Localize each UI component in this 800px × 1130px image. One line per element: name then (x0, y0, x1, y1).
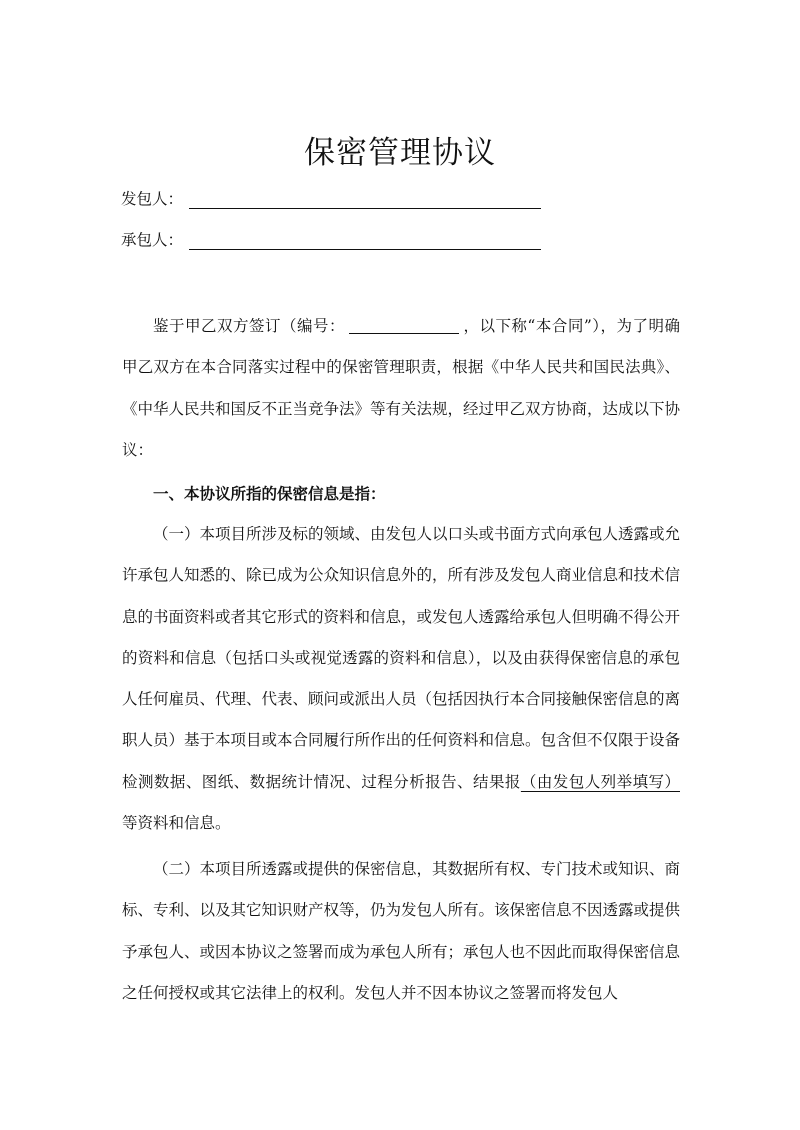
contract-number-blank[interactable] (349, 313, 459, 334)
item-1-tail-text: 等资料和信息。 (122, 814, 231, 833)
party-issuer-row (121, 188, 541, 210)
party-issuer-label: 发包人： (121, 190, 184, 208)
party-contractor-blank-line[interactable] (189, 229, 541, 250)
item-1-underlined-text: （由发包人列举填写） (520, 772, 680, 791)
preamble-text-part2: ，以下称“本合同”），为了明确甲乙双方在本合同落实过程中的保密管理职责，根据《中华人民共和国民法典》、《中华人民共和国反不正当竞争法》等有关法规，经过甲乙双方协商，达成以下协议： (122, 317, 681, 459)
preamble-text-part1: 鉴于甲乙双方签订（编号： (153, 317, 345, 335)
preamble-paragraph (122, 306, 680, 471)
item-2-text: （二）本项目所透露或提供的保密信息，其数据所有权、专门技术或知识、商标、专利、以及其它知识财产权等，仍为发包人所有。该保密信息不因透露或提供予承包人、或因本协议之签署而成为承包人所有；承包人也不因此而取得保密信息之任何授权或其它法律上的权利。发包人并不因本协议之签署而将发包人 (122, 860, 681, 1002)
party-issuer-blank-line[interactable] (189, 188, 541, 209)
section-1-heading: 一、本协议所指的保密信息是指： (153, 485, 386, 503)
section-1-item-1 (122, 514, 680, 844)
document-title: 保密管理协议 (304, 134, 496, 171)
item-1-main-text: （一）本项目所涉及标的领域、由发包人以口头或书面方式向承包人透露或允许承包人知悉的、除已成为公众知识信息外的，所有涉及发包人商业信息和技术信息的书面资料或者其它形式的资料和信息，或发包人透露给承包人但明确不得公开的资料和信息（包括口头或视觉透露的资料和信息），以及由获得保密信息的承包人任何雇员、代理、代表、顾问或派出人员（包括因执行本合同接触保密信息的离职人员）基于本项目或本合同履行所作出的任何资料和信息。包含但不仅限于设备检测数据、图纸、数据统计情况、过程分析报告、结果报 (122, 525, 681, 791)
section-1-item-2 (122, 849, 680, 1014)
party-contractor-row (121, 229, 541, 251)
party-contractor-label: 承包人： (121, 231, 184, 249)
